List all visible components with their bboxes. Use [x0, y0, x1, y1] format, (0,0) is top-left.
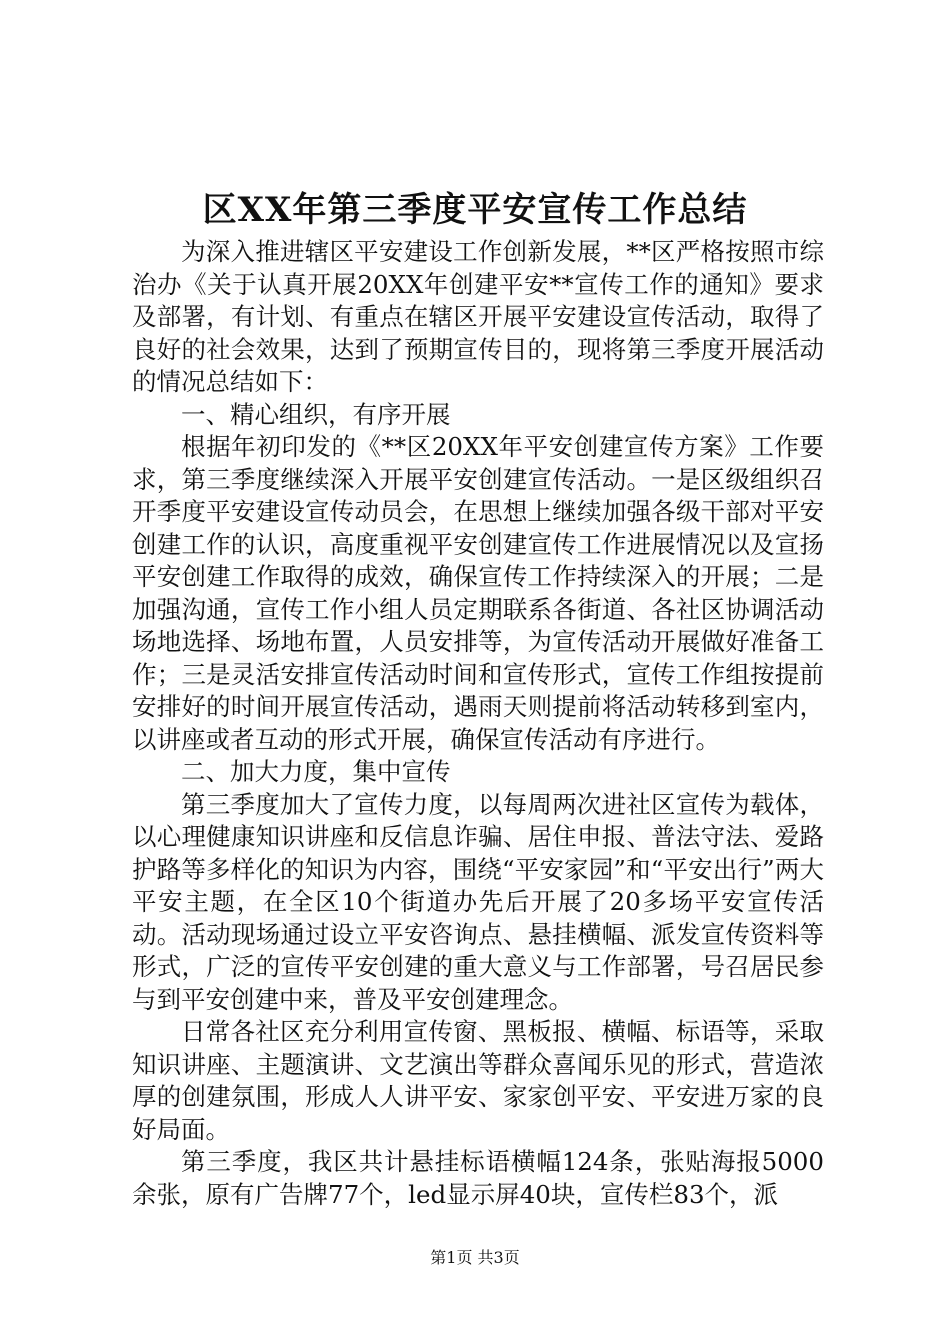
document-title: 区XX年第三季度平安宣传工作总结 — [202, 190, 748, 230]
intro-paragraph: 为深入推进辖区平安建设工作创新发展，**区严格按照市综治办《关于认真开展20XX年创建平安**宣传工作的通知》要求及部署，有计划、有重点在辖区开展平安建设宣传活动，取得了良好的社会效果，达到了预期宣传目的，现将第三季度开展活动的情况总结如下： — [132, 237, 824, 396]
section-heading-2: 二、加大力度，集中宣传 — [181, 757, 451, 786]
page-footer: 第1页 共3页 — [430, 1248, 520, 1267]
section-heading-1: 一、精心组织，有序开展 — [181, 399, 451, 429]
section-1-paragraph: 根据年初印发的《**区20XX年平安创建宣传方案》工作要求，第三季度继续深入开展平安创建宣传活动。一是区级组织召开季度平安建设宣传动员会，在思想上继续加强各级干部对平安创建工作的认识，高度重视平安创建宣传工作进展情况以及宣扬平安创建工作取得的成效，确保宣传工作持续深入的开展；二是加强沟通，宣传工作小组人员定期联系各街道、各社区协调活动场地选择、场地布置，人员安排等，为宣传活动开展做好准备工作；三是灵活安排宣传活动时间和宣传形式，宣传工作组按提前安排好的时间开展宣传活动，遇雨天则提前将活动转移到室内，以讲座或者互动的形式开展，确保宣传活动有序进行。 — [132, 432, 824, 754]
document-body — [132, 236, 824, 1211]
section-2-paragraph-3: 第三季度，我区共计悬挂标语横幅124条，张贴海报5000余张，原有广告牌77个，led显示屏40块，宣传栏83个，派 — [132, 1147, 824, 1209]
section-2-paragraph-1: 第三季度加大了宣传力度，以每周两次进社区宣传为载体，以心理健康知识讲座和反信息诈骗、居住申报、普法守法、爱路护路等多样化的知识为内容，围绕“平安家园”和“平安出行”两大平安主题，在全区10个街道办先后开展了20多场平安宣传活动。活动现场通过设立平安咨询点、悬挂横幅、派发宣传资料等形式，广泛的宣传平安创建的重大意义与工作部署，号召居民参与到平安创建中来，普及平安创建理念。 — [132, 789, 824, 1014]
section-2-paragraph-2: 日常各社区充分利用宣传窗、黑板报、横幅、标语等，采取知识讲座、主题演讲、文艺演出等群众喜闻乐见的形式，营造浓厚的创建氛围，形成人人讲平安、家家创平安、平安进万家的良好局面。 — [132, 1017, 824, 1144]
